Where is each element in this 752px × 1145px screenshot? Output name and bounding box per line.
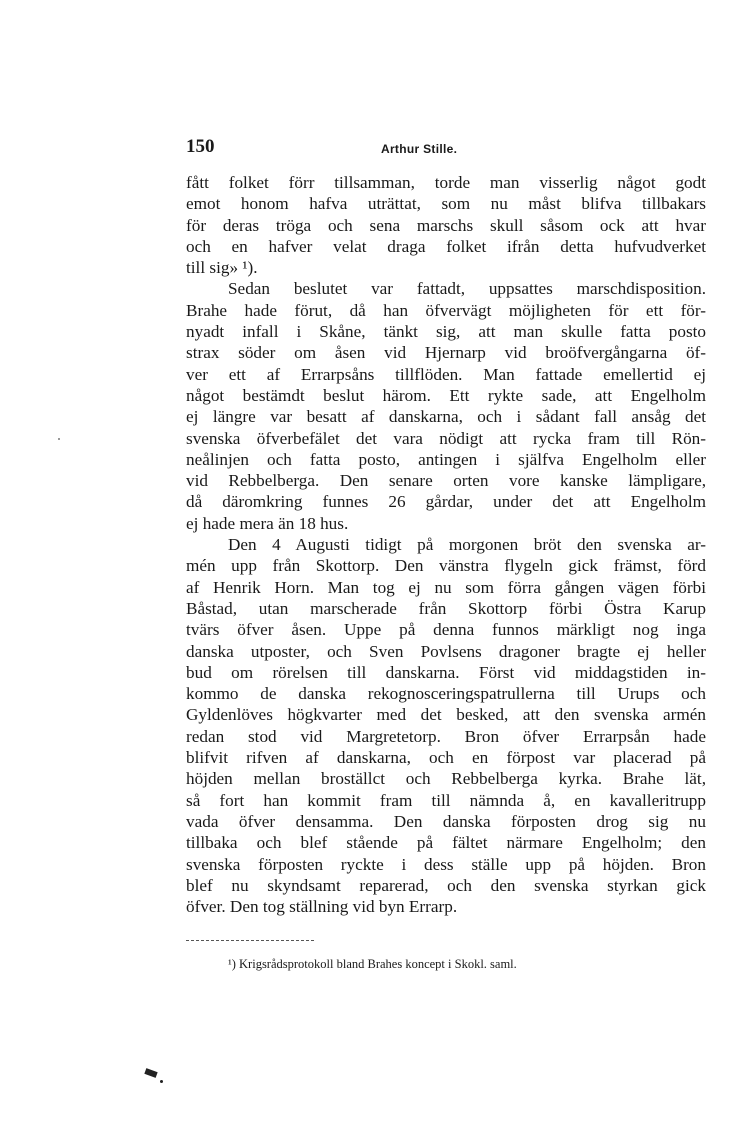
text-line: neålinjen och fatta posto, antingen i själfva Engelholm eller: [186, 449, 706, 469]
text-line: blef nu skyndsamt reparerad, och den svenska styrkan gick: [186, 875, 706, 895]
text-line: af Henrik Horn. Man tog ej nu som förra gången vägen förbi: [186, 577, 706, 597]
text-line: danska utposter, och Sven Povlsens dragoner bragte ej heller: [186, 641, 706, 661]
text-line: nyadt infall i Skåne, tänkt sig, att man skulle fatta posto: [186, 322, 706, 342]
text-line: svenska förposten ryckte i dess ställe upp på höjden. Bron: [186, 854, 706, 874]
text-line: Båstad, utan marscherade från Skottorp förbi Östra Karup: [186, 598, 706, 618]
text-line: till sig» ¹).: [186, 258, 258, 278]
text-line: strax söder om åsen vid Hjernarp vid broöfvergångarna öf-: [186, 343, 706, 363]
text-line: ver ett af Errarpsåns tillflöden. Man fattade emellertid ej: [186, 364, 706, 384]
text-line: bud om rörelsen till danskarna. Först vid middagstiden in-: [186, 662, 706, 682]
text-line: Gyldenlöves högkvarter med det besked, att den svenska armén: [186, 705, 706, 725]
ink-speck: [160, 1080, 163, 1083]
text-line: ej hade mera än 18 hus.: [186, 513, 349, 533]
page-number: 150: [186, 136, 215, 157]
text-line: vada öfver densamma. Den danska förposten drog sig nu: [186, 811, 706, 831]
page-header: [186, 136, 706, 162]
text-line: tvärs öfver åsen. Uppe på denna funnos märkligt nog inga: [186, 620, 706, 640]
text-line: Sedan beslutet var fattadt, uppsattes marschdisposition.: [228, 279, 706, 299]
text-line: höjden mellan broställct och Rebbelberga kyrka. Brahe lät,: [186, 769, 706, 789]
text-line: fått folket förr tillsamman, torde man visserlig något godt: [186, 173, 706, 192]
text-line: ej längre var besatt af danskarna, och i sådant fall ansåg det: [186, 407, 706, 427]
text-line: så fort han kommit fram till nämnda å, en kavalleritrupp: [186, 790, 706, 810]
text-line: då däromkring funnes 26 gårdar, under det att Engelholm: [186, 492, 706, 512]
text-line: blifvit rifven af danskarna, och en förpost var placerad på: [186, 748, 706, 768]
text-line: tillbaka och blef stående på fältet närmare Engelholm; den: [186, 833, 706, 853]
text-line: emot honom hafva uträttat, som nu måst blifva tillbakars: [186, 194, 706, 214]
footnote: ¹) Krigsrådsprotokoll bland Brahes koncept i Skokl. saml.: [228, 957, 517, 971]
text-line: och en hafver velat draga folket ifrån detta hufvudverket: [186, 236, 706, 256]
text-line: något bestämdt beslut härom. Ett rykte sade, att Engelholm: [186, 385, 706, 405]
body-text: [186, 172, 706, 917]
text-line: vid Rebbelberga. Den senare orten vore kanske lämpligare,: [186, 471, 706, 491]
text-line: redan stod vid Margretetorp. Bron öfver Errarpsån hade: [186, 726, 706, 746]
text-line: mén upp från Skottorp. Den vänstra flygeln gick främst, förd: [186, 556, 706, 576]
text-line: för deras tröga och sena marschs skull såsom ock att hvar: [186, 215, 706, 235]
text-line: Den 4 Augusti tidigt på morgonen bröt den svenska ar-: [228, 535, 706, 555]
ink-speck: [58, 438, 60, 440]
running-title: Arthur Stille.: [381, 142, 458, 156]
text-line: kommo de danska rekognosceringspatrullerna till Urups och: [186, 684, 706, 704]
text-line: Brahe hade förut, då han öfvervägt möjligheten för ett för-: [186, 300, 706, 320]
footnote-divider: [186, 940, 314, 941]
text-line: öfver. Den tog ställning vid byn Errarp.: [186, 897, 458, 917]
ink-speck: [144, 1068, 157, 1078]
text-line: svenska öfverbefälet det vara nödigt att rycka fram till Rön-: [186, 428, 706, 448]
